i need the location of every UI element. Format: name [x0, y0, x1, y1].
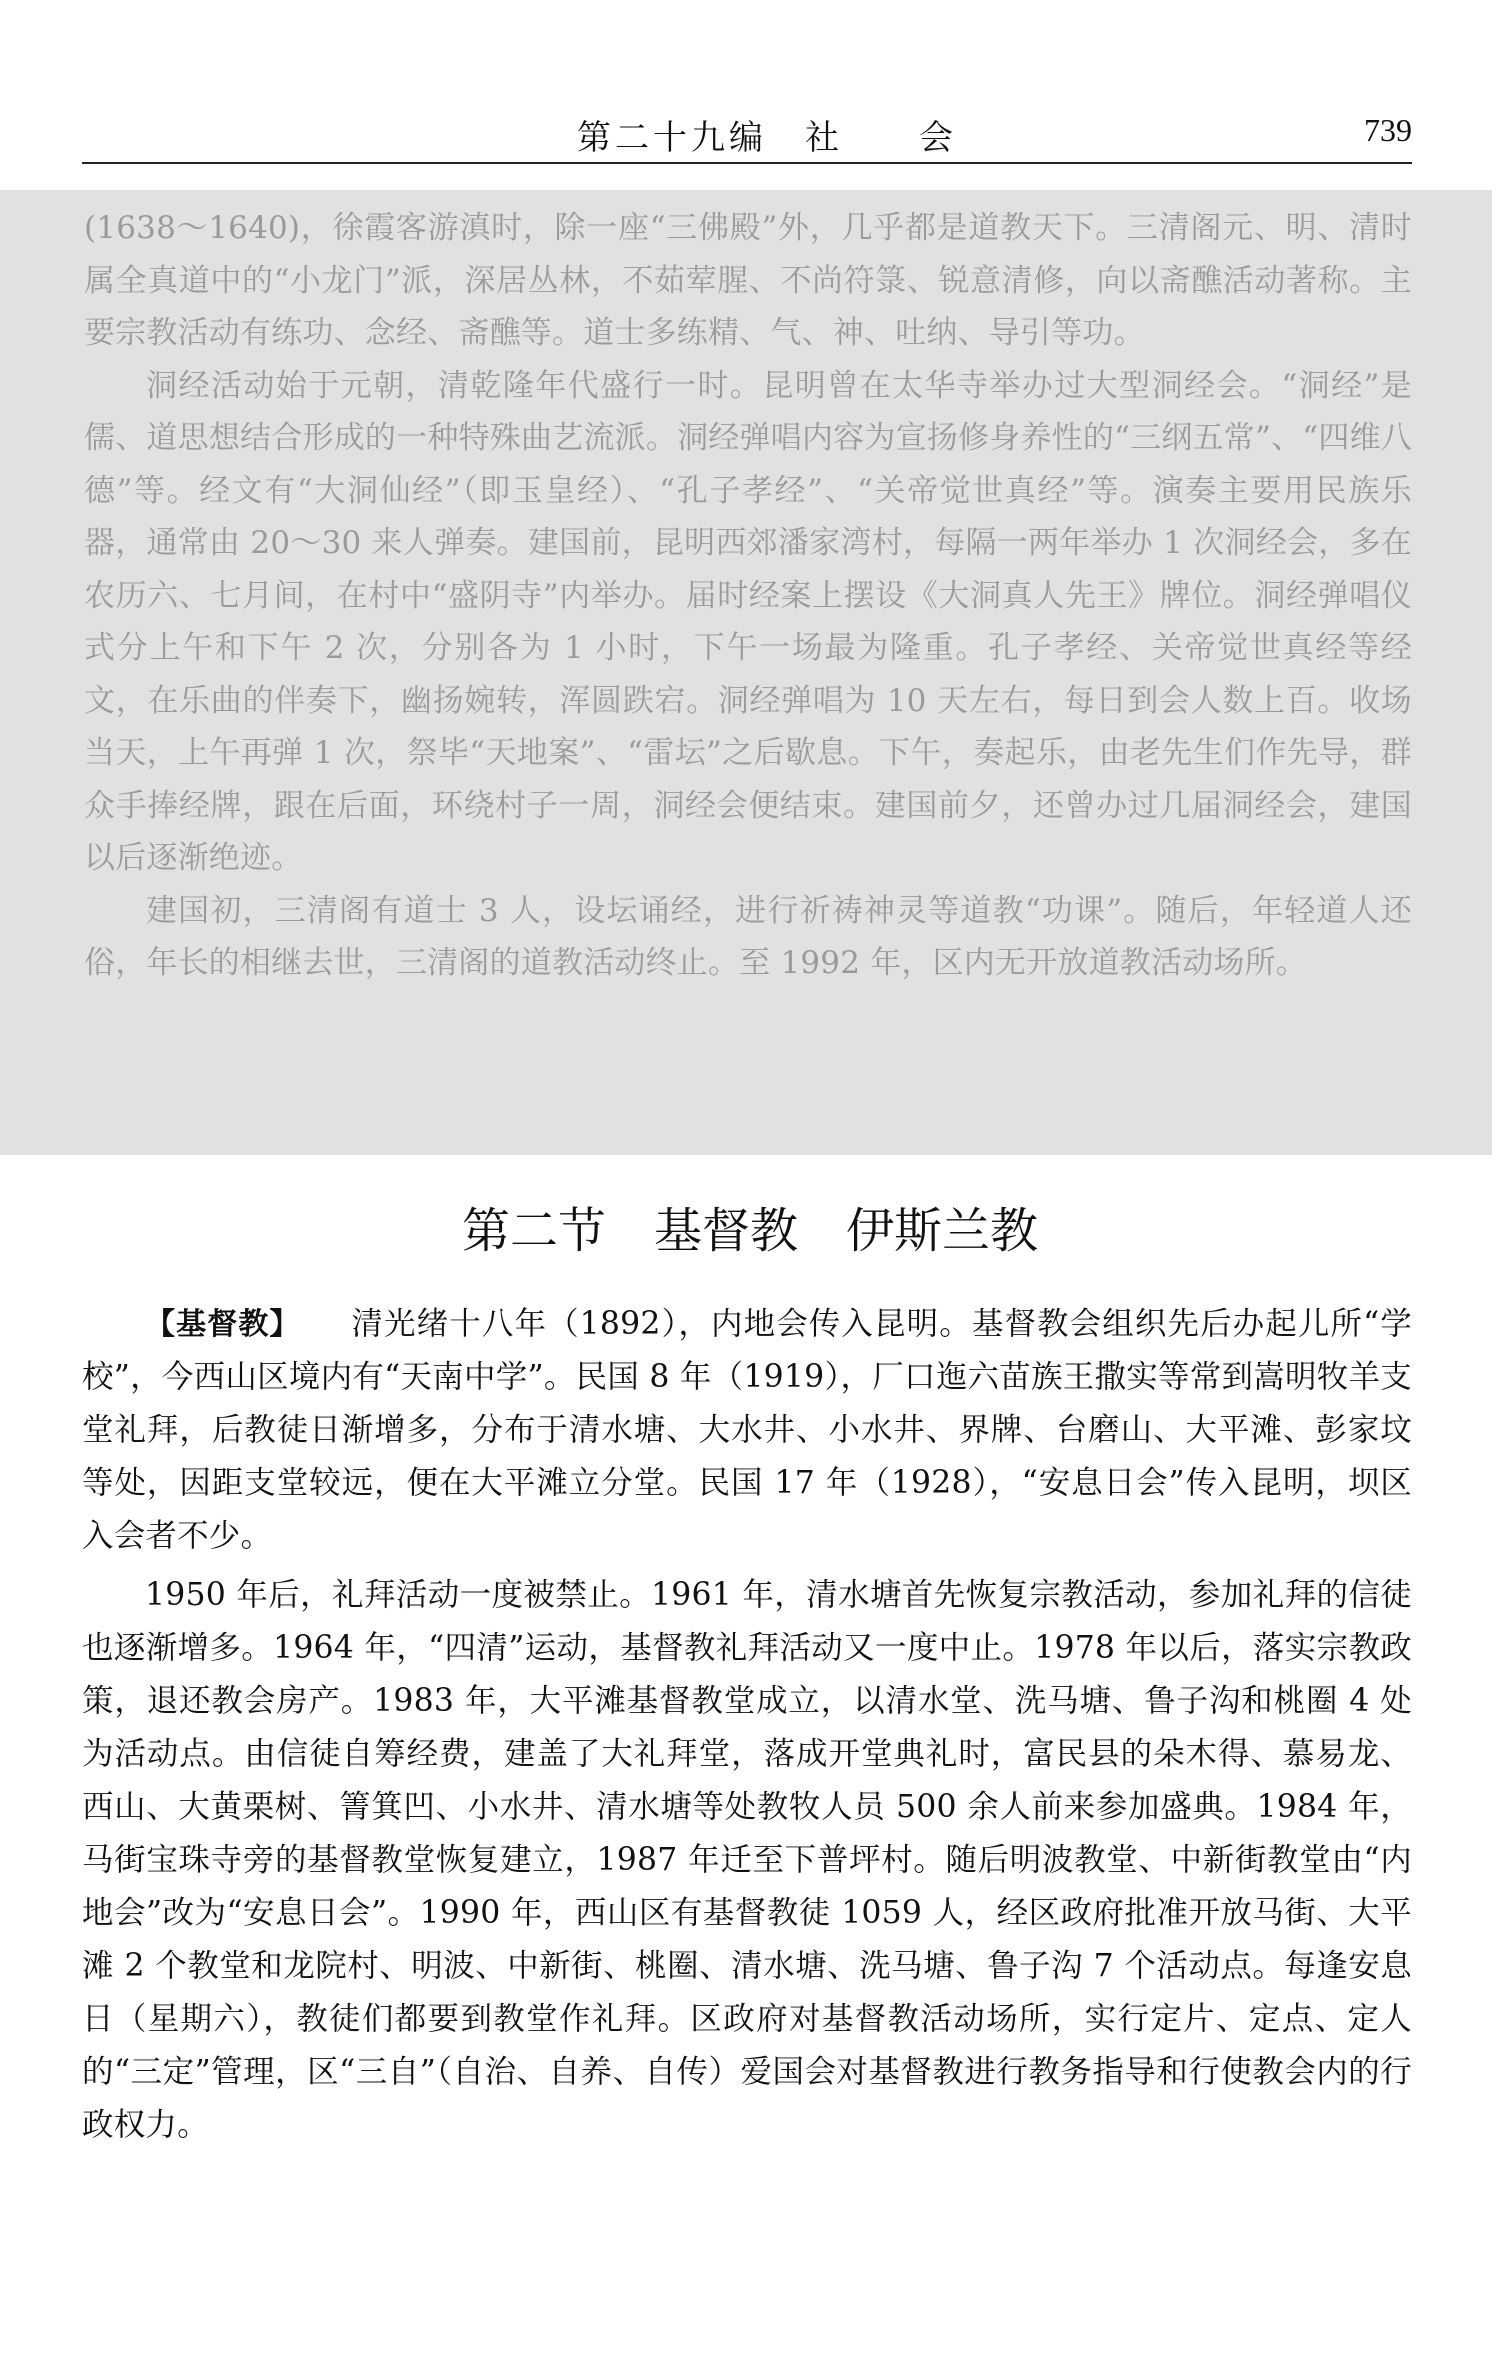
page-header: [82, 100, 1412, 164]
paragraph: 1950 年后，礼拜活动一度被禁止。1961 年，清水塘首先恢复宗教活动，参加礼拜的信徒也逐渐增多。1964 年，“四清”运动，基督教礼拜活动又一度中止。1978 年以后，落实宗教政策，退还教会房产。1983 年，大平滩基督教堂成立，以清水堂、洗马塘、鲁子沟和桃圈 4 处为活动点。由信徒自筹经费，建盖了大礼拜堂，落成开堂典礼时，富民县的朵木得、慕易龙、西山、大黄栗树、箐箕凹、小水井、清水塘等处教牧人员 500 余人前来参加盛典。1984 年，马街宝珠寺旁的基督教堂恢复建立，1987 年迁至下普坪村。随后明波教堂、中新街教堂由“内地会”改为“安息日会”。1990 年，西山区有基督教徒 1059 人，经区政府批准开放马街、大平滩 2 个教堂和龙院村、明波、中新街、桃圈、清水塘、洗马塘、鲁子沟 7 个活动点。每逢安息日（星期六），教徒们都要到教堂作礼拜。区政府对基督教活动场所，实行定片、定点、定人的“三定”管理，区“三自”（自治、自养、自传）爱国会对基督教进行教务指导和行使教会内的行政权力。: [82, 1577, 1413, 2143]
paragraph: (1638～1640)，徐霞客游滇时，除一座“三佛殿”外，几乎都是道教天下。三清阁元、明、清时属全真道中的“小龙门”派，深居丛林，不茹荤腥、不尚符箓、锐意清修，向以斋醮活动著称。主要宗教活动有练功、念经、斋醮等。道士多练精、气、神、吐纳、导引等功。: [84, 210, 1412, 351]
shaded-region: [0, 190, 1492, 1155]
section-title: 第二节 基督教 伊斯兰教: [461, 1203, 1038, 1259]
paragraph: 洞经活动始于元朝，清乾隆年代盛行一时。昆明曾在太华寺举办过大型洞经会。“洞经”是儒、道思想结合形成的一种特殊曲艺流派。洞经弹唱内容为宣扬修身养性的“三纲五常”、“四维八德”等。经文有“大洞仙经”（即玉皇经）、“孔子孝经”、“关帝觉世真经”等。演奏主要用民族乐器，通常由 20～30 来人弹奏。建国前，昆明西郊潘家湾村，每隔一两年举办 1 次洞经会，多在农历六、七月间，在村中“盛阴寺”内举办。届时经案上摆设《大洞真人先王》牌位。洞经弹唱仪式分上午和下午 2 次，分别各为 1 小时，下午一场最为隆重。孔子孝经、关帝觉世真经等经文，在乐曲的伴奏下，幽扬婉转，浑圆跌宕。洞经弹唱为 10 天左右，每日到会人数上百。收场当天，上午再弹 1 次，祭毕“天地案”、“雷坛”之后歇息。下午，奏起乐，由老先生们作先导，群众手捧经牌，跟在后面，环绕村子一周，洞经会便结束。建国前夕，还曾办过几届洞经会，建国以后逐渐绝迹。: [84, 367, 1412, 876]
page-number: 739: [1364, 112, 1412, 148]
paragraph-christianity: [82, 1298, 1412, 1563]
paragraph-text: 清光绪十八年（1892），内地会传入昆明。基督教会组织先后办起儿所“学校”，今西山区境内有“天南中学”。民国 8 年（1919），厂口迤六苗族王撒实等常到嵩明牧羊支堂礼拜，后教徒日渐增多，分布于清水塘、大水井、小水井、界牌、台磨山、大平滩、彭家坟等处，因距支堂较远，便在大平滩立分堂。民国 17 年（1928），“安息日会”传入昆明，坝区入会者不少。: [82, 1306, 1412, 1554]
paragraph: 建国初，三清阁有道士 3 人，设坛诵经，进行祈祷神灵等道教“功课”。随后，年轻道人还俗，年长的相继去世，三清阁的道教活动终止。至 1992 年，区内无开放道教活动场所。: [84, 892, 1412, 981]
shaded-text: [84, 202, 1412, 990]
chapter-title: 第二十九编 社 会: [577, 118, 957, 158]
header-rule: [82, 162, 1412, 164]
body-text: [82, 1298, 1412, 2152]
topic-label: 【基督教】: [145, 1307, 301, 1342]
